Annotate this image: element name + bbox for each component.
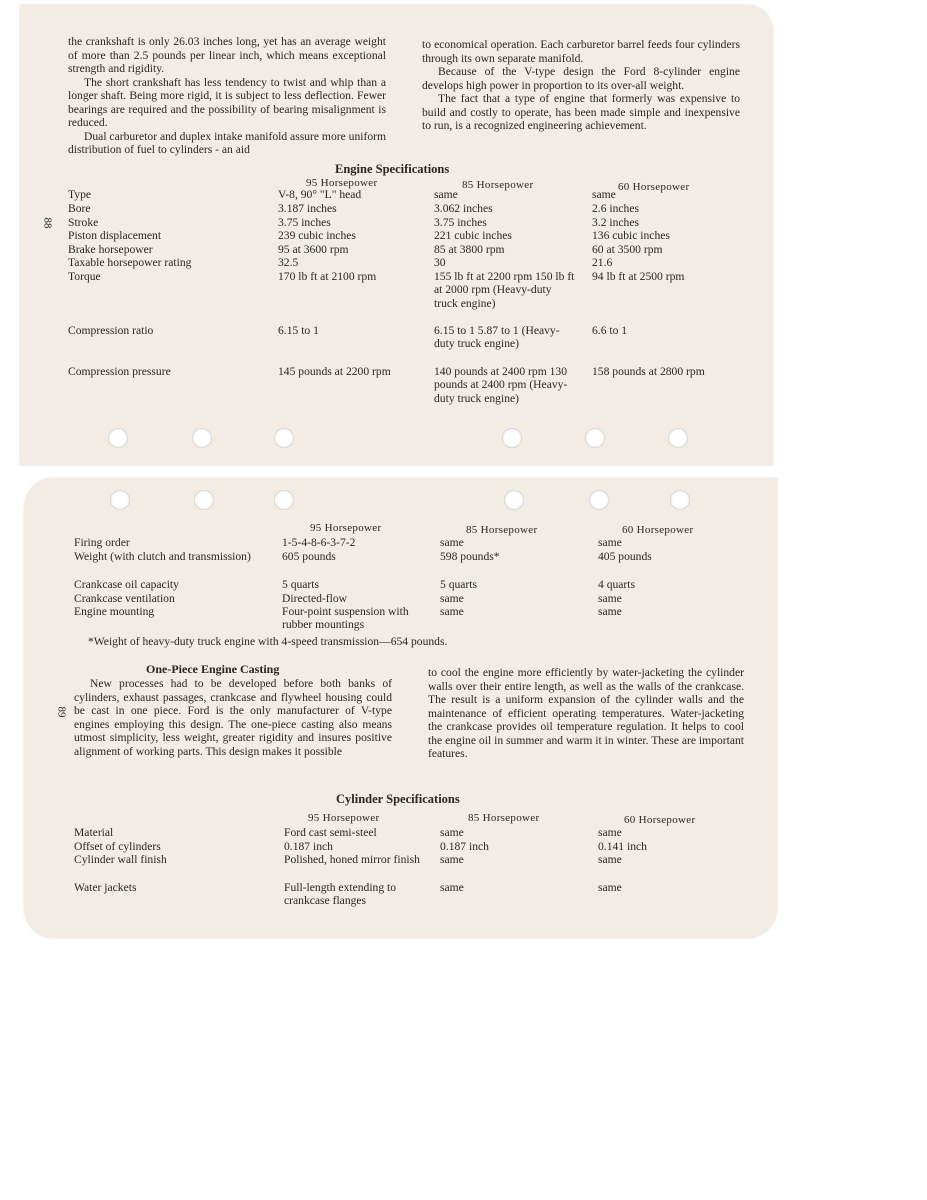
row-label: Torque [68,270,101,283]
binder-hole [585,428,605,448]
column-header: 60 Horsepower [624,814,696,826]
cell-85hp: same [440,536,464,549]
row-label: Firing order [74,536,130,549]
section-title: One-Piece Engine Casting [146,662,280,676]
paragraph: to economical operation. Each carburetor barrel feeds four cylinders through its own separate manifold. [422,38,740,65]
cell-95hp: 605 pounds [282,550,336,563]
cell-85hp: 5 quarts [440,578,478,591]
cell-60hp: 6.6 to 1 [592,324,628,337]
right-column-text [422,38,740,133]
footnote: *Weight of heavy-duty truck engine with 4-speed transmission—654 pounds. [88,635,448,648]
cell-60hp: same [598,881,622,894]
cell-85hp: 598 pounds* [440,550,500,563]
cell-85hp: 155 lb ft at 2200 rpm 150 lb ft at 2000 rpm (Heavy-duty truck engine) [434,270,575,310]
cell-85hp: same [440,592,464,605]
paragraph: the crankshaft is only 26.03 inches long, yet has an average weight of more than 2.5 pounds per linear inch, which means exceptional strength and rigidity. [68,35,386,75]
cell-95hp: 6.15 to 1 [278,324,319,337]
cell-95hp: 0.187 inch [284,840,333,853]
cell-60hp: same [592,188,616,201]
cell-60hp: 2.6 inches [592,202,640,215]
page-88 [20,5,773,465]
row-label: Type [68,188,92,201]
row-label: Bore [68,202,91,215]
row-label: Compression pressure [68,365,171,378]
cell-60hp: 158 pounds at 2800 rpm [592,365,705,378]
cell-95hp: 3.187 inches [278,202,337,215]
row-label: Cylinder wall finish [74,853,167,866]
cell-95hp: 5 quarts [282,578,320,591]
cell-95hp: Directed-flow [282,592,348,605]
cell-85hp: same [440,881,464,894]
binder-hole [110,490,130,510]
cell-60hp: 94 lb ft at 2500 rpm [592,270,685,283]
cell-85hp: 221 cubic inches [434,229,512,242]
cell-60hp: 3.2 inches [592,216,640,229]
cell-95hp: V-8, 90° "L" head [278,188,362,201]
cell-95hp: 95 at 3600 rpm [278,243,349,256]
left-column-text: New processes had to be developed before both banks of cylinders, exhaust passages, crankcase and flywheel housing could be cast in one piece. Ford is the only manufacturer of V-type engines employing this design. The one-piece casting also means utmost simplicity, less weight, greater rigidity and insures positive alignment of working parts. This design makes it possible [74,677,392,758]
cell-95hp: Four-point suspension with rubber mountings [282,605,409,632]
cell-85hp: 6.15 to 1 5.87 to 1 (Heavy-duty truck engine) [434,324,560,351]
cell-60hp: 21.6 [592,256,613,269]
cell-95hp: 170 lb ft at 2100 rpm [278,270,377,283]
cell-60hp: 0.141 inch [598,840,647,853]
cell-85hp: same [434,188,458,201]
column-header: 60 Horsepower [622,524,694,536]
cell-60hp: same [598,536,622,549]
cell-60hp: 4 quarts [598,578,636,591]
cell-95hp: Full-length extending to crankcase flanges [284,881,397,908]
cell-60hp: same [598,592,622,605]
binder-hole [274,428,294,448]
column-header: 95 Horsepower [310,522,382,534]
cell-60hp: same [598,605,622,618]
page-number: 89 [55,706,68,718]
paragraph: The fact that a type of engine that formerly was expensive to build and costly to operate, has been made simple and inexpensive to run, is a recognized engineering achievement. [422,92,740,132]
binder-hole [670,490,690,510]
row-label: Crankcase oil capacity [74,578,179,591]
binder-hole [194,490,214,510]
page-89 [24,478,777,938]
binder-hole [589,490,609,510]
right-column-text: to cool the engine more efficiently by water-jacketing the cylinder walls over their entire length, as well as the walls of the crankcase. The result is a uniform expansion of the cylinder walls and the maintenance of efficient operating temperatures. Water-jacketing the crankcase provides oil temperature regulation. It helps to cool the engine oil in summer and warm it in winter. These are important features. [428,666,744,760]
row-label: Offset of cylinders [74,840,161,853]
cell-60hp: same [598,853,622,866]
row-label: Piston displacement [68,229,162,242]
row-label: Material [74,826,114,839]
table-title: Cylinder Specifications [336,792,460,806]
cell-85hp: 3.75 inches [434,216,487,229]
cell-60hp: same [598,826,622,839]
cell-85hp: same [440,605,464,618]
cell-95hp: Polished, honed mirror finish [284,853,420,866]
cell-95hp: Ford cast semi-steel [284,826,377,839]
paragraph: Dual carburetor and duplex intake manifold assure more uniform distribution of fuel to cylinders - an aid [68,129,386,156]
column-header: 85 Horsepower [466,524,538,536]
column-header: 85 Horsepower [462,179,534,191]
cell-60hp: 405 pounds [598,550,652,563]
column-header: 95 Horsepower [308,812,380,824]
left-column-text [68,35,386,157]
binder-hole [668,428,688,448]
binder-hole [274,490,294,510]
binder-hole [504,490,524,510]
cell-85hp: 0.187 inch [440,840,489,853]
cell-95hp: 3.75 inches [278,216,331,229]
column-header: 60 Horsepower [618,181,690,193]
row-label: Compression ratio [68,324,154,337]
cell-95hp: 239 cubic inches [278,229,356,242]
binder-hole [108,428,128,448]
row-label: Engine mounting [74,605,155,618]
cell-85hp: 30 [434,256,446,269]
row-label: Brake horsepower [68,243,153,256]
paragraph: The short crankshaft has less tendency to twist and whip than a longer shaft. Being more rigid, it is subject to less deflection. Fewer bearings are required and the possibility of bearing misalignment is reduced. [68,75,386,129]
row-label: Water jackets [74,881,137,894]
cell-85hp: same [440,826,464,839]
cell-60hp: 136 cubic inches [592,229,670,242]
cell-95hp: 1-5-4-8-6-3-7-2 [282,536,356,549]
row-label: Stroke [68,216,99,229]
binder-hole [192,428,212,448]
column-header: 95 Horsepower [306,177,378,189]
column-header: 85 Horsepower [468,812,540,824]
cell-95hp: 145 pounds at 2200 rpm [278,365,391,378]
cell-60hp: 60 at 3500 rpm [592,243,663,256]
page-number: 88 [41,217,54,229]
table-title: Engine Specifications [335,162,450,176]
paragraph: Because of the V-type design the Ford 8-cylinder engine develops high power in proportion to its over-all weight. [422,65,740,92]
binder-hole [502,428,522,448]
row-label: Crankcase ventilation [74,592,175,605]
cell-85hp: 140 pounds at 2400 rpm 130 pounds at 2400 rpm (Heavy-duty truck engine) [434,365,568,405]
row-label: Weight (with clutch and transmission) [74,550,251,563]
cell-85hp: same [440,853,464,866]
cell-85hp: 3.062 inches [434,202,493,215]
cell-85hp: 85 at 3800 rpm [434,243,505,256]
row-label: Taxable horsepower rating [68,256,192,269]
cell-95hp: 32.5 [278,256,299,269]
